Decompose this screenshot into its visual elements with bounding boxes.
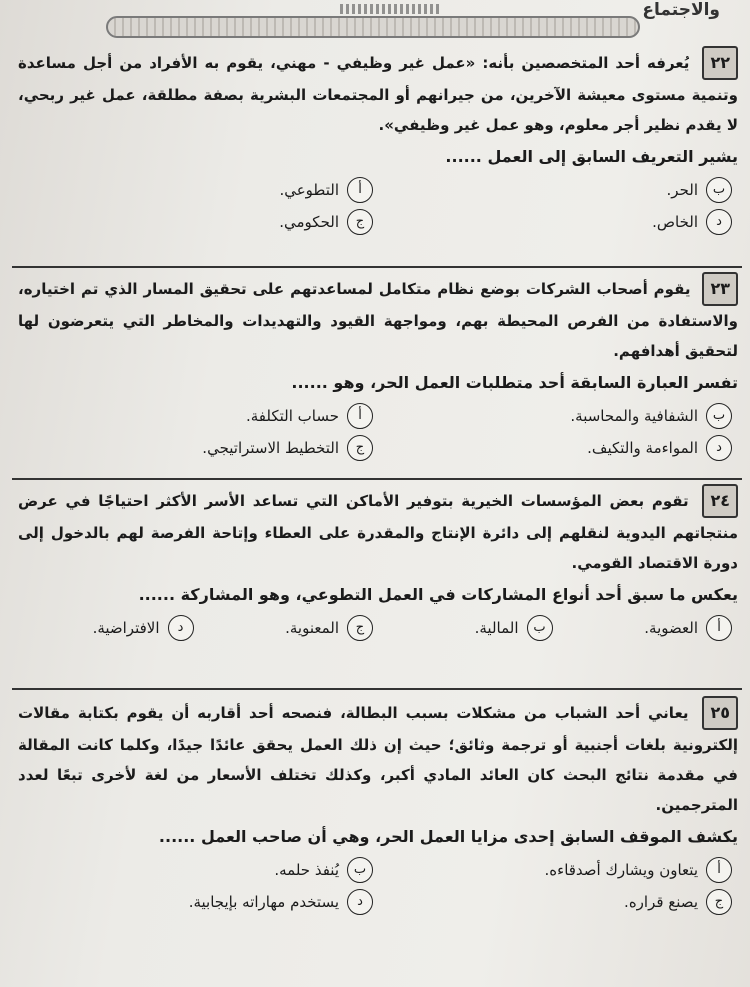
question-prompt: يعكس ما سبق أحد أنواع المشاركات في العمل التطوعي، وهو المشاركة ...... <box>138 585 738 604</box>
question-23 <box>14 272 742 462</box>
option-letter: ب <box>347 857 373 883</box>
option-text: يُنفذ حلمه. <box>274 861 339 879</box>
option-text: المواءمة والتكيف. <box>587 439 698 457</box>
page-header <box>0 0 750 40</box>
question-number: ٢٤ <box>702 484 738 518</box>
option-letter: ج <box>347 615 373 641</box>
option-text: الافتراضية. <box>92 619 160 637</box>
option-text: التطوعي. <box>279 181 339 199</box>
header-decorative-bar <box>106 16 640 38</box>
option-letter: ب <box>706 403 732 429</box>
question-number: ٢٥ <box>702 696 738 730</box>
option-b[interactable] <box>373 402 732 430</box>
divider <box>12 478 742 480</box>
options-list <box>14 176 742 236</box>
question-22 <box>14 46 742 236</box>
divider <box>12 266 742 268</box>
question-number: ٢٢ <box>702 46 738 80</box>
option-c[interactable] <box>14 208 373 236</box>
options-list <box>14 614 742 642</box>
header-ornament <box>340 4 440 14</box>
option-d[interactable] <box>373 434 732 462</box>
option-a[interactable] <box>14 176 373 204</box>
option-a[interactable] <box>373 856 732 884</box>
option-text: العضوية. <box>644 619 698 637</box>
option-letter: د <box>706 435 732 461</box>
option-letter: أ <box>347 177 373 203</box>
question-prompt: تفسر العبارة السابقة أحد متطلبات العمل الحر، وهو ...... <box>291 373 738 392</box>
option-b[interactable] <box>373 614 553 642</box>
option-letter: أ <box>347 403 373 429</box>
option-text: يصنع قراره. <box>624 893 698 911</box>
options-list <box>14 856 742 916</box>
option-letter: ج <box>347 435 373 461</box>
question-24 <box>14 484 742 642</box>
option-text: التخطيط الاستراتيجي. <box>202 439 339 457</box>
option-b[interactable] <box>373 176 732 204</box>
option-letter: ج <box>706 889 732 915</box>
option-text: يتعاون ويشارك أصدقاءه. <box>544 861 698 879</box>
option-c[interactable] <box>373 888 732 916</box>
question-number: ٢٣ <box>702 272 738 306</box>
option-letter: أ <box>706 615 732 641</box>
question-prompt: يشير التعريف السابق إلى العمل ...... <box>445 147 738 166</box>
option-letter: د <box>347 889 373 915</box>
question-stem: يُعرفه أحد المتخصصين بأنه: «عمل غير وظيفي - مهني، يقوم به الأفراد من أجل مساعدة وتنمية مستوى معيشة الآخرين، من جيرانهم أو المجتمعات البشرية بصفة مطلقة، عمل غير ربحي، لا يقدم نظير أجر معلوم، وهو عمل غير وظيفي». <box>18 54 738 134</box>
question-stem: يعاني أحد الشباب من مشكلات بسبب البطالة، فنصحه أحد أقاربه أن يقوم بكتابة مقالات إلكترونية بلغات أجنبية أو ترجمة وثائق؛ حيث إن ذلك العمل يحقق عائدًا جيدًا، وكلما كانت المقالة في مقدمة نتائج البحث كان العائد المادي أكبر، وكذلك تختلف الأسعار من لغة لأخرى تبعًا لعدد المترجمين. <box>18 704 738 814</box>
question-stem: تقوم بعض المؤسسات الخيرية بتوفير الأماكن التي تساعد الأسر الأكثر احتياجًا في عرض منتجاتهم اليدوية لنقلهم إلى دائرة الإنتاج والمقدرة على العطاء وإتاحة الفرصة لهم بالدخول إلى دورة الاقتصاد القومي. <box>18 492 738 572</box>
option-a[interactable] <box>553 614 733 642</box>
option-text: الشفافية والمحاسبة. <box>570 407 698 425</box>
options-list <box>14 402 742 462</box>
option-c[interactable] <box>14 434 373 462</box>
option-text: الحر. <box>666 181 698 199</box>
question-25 <box>14 696 742 916</box>
option-a[interactable] <box>14 402 373 430</box>
option-letter: ب <box>527 615 553 641</box>
option-letter: ب <box>706 177 732 203</box>
option-d[interactable] <box>14 888 373 916</box>
header-title: والاجتماع <box>642 0 720 20</box>
option-text: الحكومي. <box>279 213 339 231</box>
option-letter: د <box>168 615 194 641</box>
option-c[interactable] <box>194 614 374 642</box>
option-text: المعنوية. <box>285 619 339 637</box>
option-letter: أ <box>706 857 732 883</box>
option-text: حساب التكلفة. <box>245 407 339 425</box>
question-prompt: يكشف الموقف السابق إحدى مزايا العمل الحر، وهي أن صاحب العمل ...... <box>158 827 738 846</box>
option-text: يستخدم مهاراته بإيجابية. <box>188 893 339 911</box>
option-letter: ج <box>347 209 373 235</box>
divider <box>12 688 742 690</box>
option-d[interactable] <box>14 614 194 642</box>
option-text: المالية. <box>474 619 519 637</box>
question-stem: يقوم أصحاب الشركات بوضع نظام متكامل لمساعدتهم على تحقيق المسار الذي تم اختياره، والاستفادة من الفرص المحيطة بهم، ومواجهة القيود والتهديدات والمخاطر التي يتعرضون لها لتحقيق أهدافهم. <box>18 280 738 360</box>
option-letter: د <box>706 209 732 235</box>
option-d[interactable] <box>373 208 732 236</box>
option-text: الخاص. <box>652 213 698 231</box>
option-b[interactable] <box>14 856 373 884</box>
